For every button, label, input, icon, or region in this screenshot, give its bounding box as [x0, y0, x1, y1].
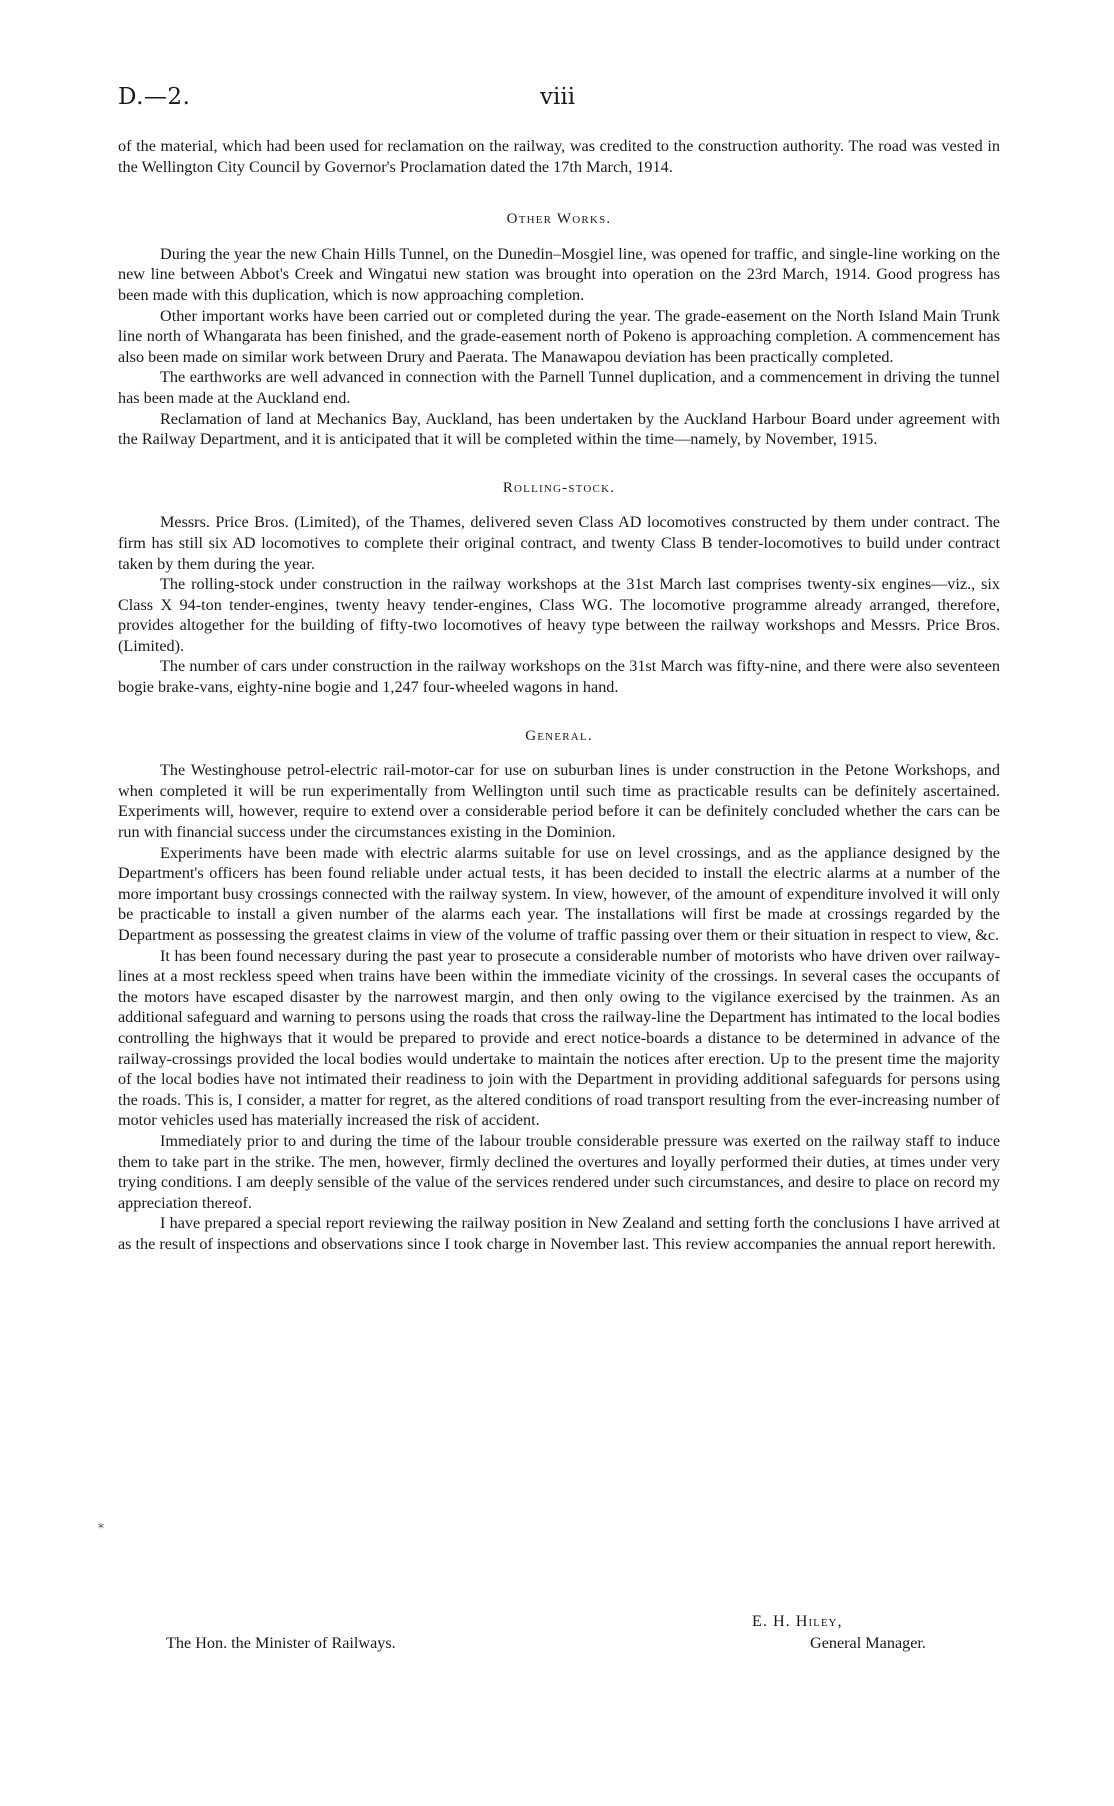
paragraph: The rolling-stock under construction in the railway workshops at the 31st March last comprises twenty-six engines—viz., six Class X 94-ton tender-engines, twenty heavy tender-engines, Class WG. The locomotive programme already arranged, therefore, provides altogether for the building of fifty-two locomotives of heavy type between the railway workshops and Messrs. Price Bros. (Limited). — [118, 575, 1000, 655]
signature-block — [118, 1612, 1000, 1672]
paragraph: The Westinghouse petrol-electric rail-motor-car for use on suburban lines is under construction in the Petone Workshops, and when completed it will be run experimentally from Wellington until such time as practicable results can be definitely ascertained. Experiments will, however, require to extend over a considerable period before it can be definitely concluded whether the cars can be run with financial success under the circumstances existing in the Dominion. — [118, 761, 1000, 842]
paragraph: Messrs. Price Bros. (Limited), of the Thames, delivered seven Class AD locomotives constructed by them under contract. The firm has still six AD locomotives to complete their original contract, and twenty Class B tender-locomotives to build under contract taken by them during the year. — [118, 513, 1000, 573]
paragraph: Other important works have been carried out or completed during the year. The grade-easement on the North Island Main Trunk line north of Whangarata has been finished, and the grade-easement north of Pokeno is approaching completion. A commencement has also been made on similar work between Drury and Paerata. The Manawapou deviation has been practically completed. — [118, 306, 1000, 366]
paragraph: The earthworks are well advanced in connection with the Parnell Tunnel duplication, and a commencement in driving the tunnel has been made at the Auckland end. — [118, 368, 1000, 407]
signer-name: E. H. Hiley, — [752, 1612, 843, 1630]
paragraph: It has been found necessary during the past year to prosecute a considerable number of motorists who have driven over railway-lines at a most reckless speed when trains have been within the immediate vicinity of the crossings. In several cases the occupants of the motors have escaped disaster by the narrowest margin, and then only owing to the vigilance exercised by the trainmen. As an additional safeguard and warning to persons using the roads that cross the railway-line the Department has intimated to the local bodies controlling the highways that it would be prepared to provide and erect notice-boards a distance to be determined in advance of the railway-crossings provided the local bodies would undertake to maintain the notices after erection. Up to the present time the majority of the local bodies have not intimated their readiness to join with the Department in providing additional safeguards for persons using the roads. This is, I consider, a matter for regret, as the altered conditions of road transport resulting from the ever-increasing number of motor vehicles used has materially increased the risk of accident. — [118, 946, 1000, 1130]
page-number: viii — [540, 84, 576, 110]
paragraph: Reclamation of land at Mechanics Bay, Auckland, has been undertaken by the Auckland Harbour Board under agreement with the Railway Department, and it is anticipated that it will be completed within the time—namely, by November, 1915. — [118, 409, 1000, 449]
paragraph: I have prepared a special report reviewing the railway position in New Zealand and setting forth the conclusions I have arrived at as the result of inspections and observations since I took charge in November last. This review accompanies the annual report herewith. — [118, 1214, 1000, 1253]
paragraph: During the year the new Chain Hills Tunnel, on the Dunedin–Mosgiel line, was opened for traffic, and single-line working on the new line between Abbot's Creek and Wingatui new station was brought into operation on the 23rd March, 1914. Good progress has been made with this duplication, which is now approaching completion. — [118, 244, 1000, 304]
section-heading-other-works: Other Works. — [506, 211, 612, 228]
intro-paragraph: of the material, which had been used for reclamation on the railway, was credited to the construction authority. The road was vested in the Wellington City Council by Governor's Proclamation dated the 17th March, 1914. — [118, 137, 1000, 176]
section-heading-rolling-stock: Rolling-stock. — [502, 479, 616, 496]
document-code: D.—2. — [118, 84, 191, 110]
paragraph: The number of cars under construction in the railway workshops on the 31st March was fifty-nine, and there were also seventeen bogie brake-vans, eighty-nine bogie and 1,247 four-wheeled wagons in hand. — [118, 657, 1000, 697]
paragraph: Experiments have been made with electric alarms suitable for use on level crossings, and as the appliance designed by the Department's officers has been found reliable under actual tests, it has been decided to install the electric alarms at a number of the more important busy crossings connected with the railway system. In view, however, of the amount of expenditure involved it will only be practicable to install a given number of the alarms each year. The installations will first be made at crossings regarded by the Department as possessing the greatest claims in view of the volume of traffic passing over them or their situation in respect to view, &c. — [118, 843, 1000, 944]
margin-mark: * — [98, 1521, 104, 1535]
section-heading-general: General. — [525, 727, 593, 744]
paragraph: Immediately prior to and during the time of the labour trouble considerable pressure was exerted on the railway staff to induce them to take part in the strike. The men, however, firmly declined the overtures and loyally performed their duties, at times under very trying conditions. I am deeply sensible of the value of the services rendered under such circumstances, and desire to place on record my appreciation thereof. — [118, 1131, 1000, 1212]
signer-title: General Manager. — [810, 1634, 926, 1652]
document-body — [118, 136, 1000, 1255]
addressee: The Hon. the Minister of Railways. — [166, 1634, 396, 1652]
